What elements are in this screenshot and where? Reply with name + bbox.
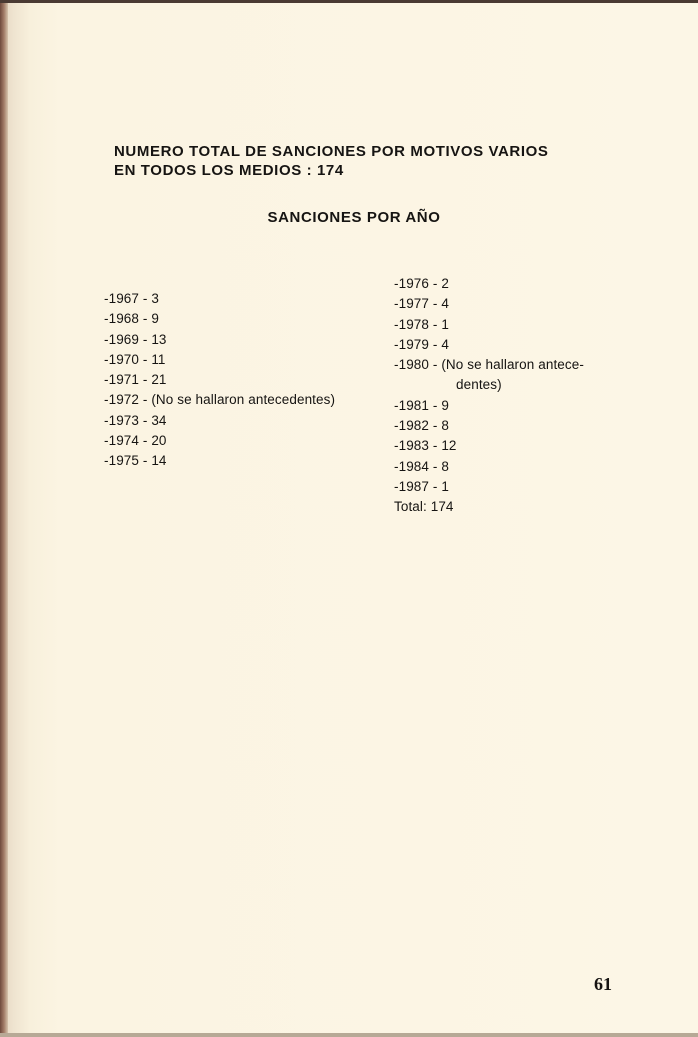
list-item: -1973 - 34: [104, 412, 167, 428]
list-item: -1972 - (No se hallaron antecedentes): [104, 392, 336, 408]
list-item-note: [394, 355, 584, 396]
left-year-list: [104, 289, 335, 472]
list-item: -1968 - 9: [104, 311, 159, 327]
list-item: -1975 - 14: [104, 453, 167, 469]
list-item: -1981 - 9: [394, 397, 449, 413]
heading-line-2: EN TODOS LOS MEDIOS : 174: [114, 162, 344, 179]
list-item: -1971 - 21: [104, 372, 167, 388]
page-heading: [114, 142, 644, 180]
list-item: -1984 - 8: [394, 458, 449, 474]
note-line-1: -1980 - (No se hallaron antece-: [394, 357, 584, 373]
list-item: -1979 - 4: [394, 336, 449, 352]
list-item: -1982 - 8: [394, 418, 449, 434]
heading-line-1: NUMERO TOTAL DE SANCIONES POR MOTIVOS VARIOS: [114, 143, 549, 160]
note-line-2: dentes): [456, 377, 502, 393]
book-spine-shadow: [0, 0, 8, 1037]
page-bottom-edge: [0, 1033, 698, 1037]
list-item: -1983 - 12: [394, 438, 457, 454]
section-title: SANCIONES POR AÑO: [267, 209, 441, 226]
list-item: -1969 - 13: [104, 331, 167, 347]
page-number: 61: [594, 974, 612, 994]
list-item: -1967 - 3: [104, 291, 159, 306]
list-item: -1977 - 4: [394, 296, 449, 312]
list-item: -1974 - 20: [104, 433, 167, 449]
list-item: -1976 - 2: [394, 276, 449, 291]
total-line: Total: 174: [394, 499, 454, 515]
page-top-edge: [0, 0, 698, 3]
list-item: -1987 - 1: [394, 478, 449, 494]
list-item: -1978 - 1: [394, 316, 449, 332]
right-year-list: [394, 274, 584, 518]
list-item: -1970 - 11: [104, 351, 166, 367]
